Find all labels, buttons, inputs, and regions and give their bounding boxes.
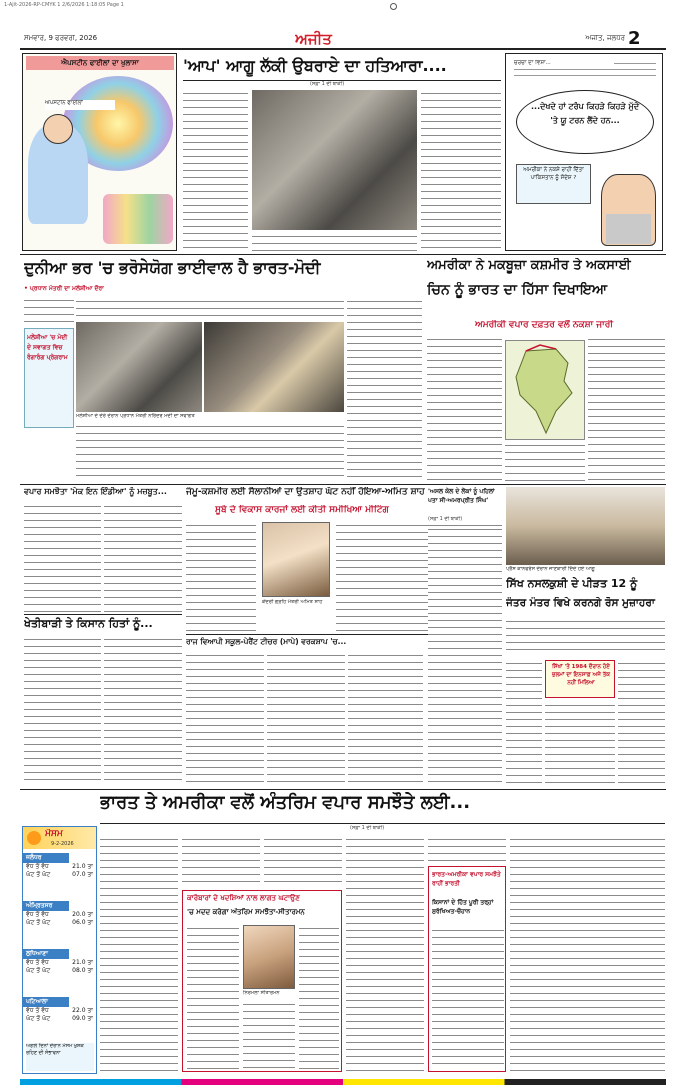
weather-label: ਘੱਟ ਤੋਂ ਘੱਟ xyxy=(26,1015,51,1022)
weather-title: ਮੌਸਮ xyxy=(45,829,63,839)
farmers-headline: ਖੇਤੀਬਾੜੀ ਤੇ ਕਿਸਾਨ ਹਿਤਾਂ ਨੂੰ... xyxy=(24,617,153,630)
weather-label: ਘੱਟ ਤੋਂ ਘੱਟ xyxy=(26,967,51,974)
weather-label: ਵੱਧ ਤੋਂ ਵੱਧ xyxy=(26,959,49,966)
farmers-rule xyxy=(24,614,182,615)
bottom-col6 xyxy=(510,836,665,1072)
weather-label: ਵੱਧ ਤੋਂ ਵੱਧ xyxy=(26,863,49,870)
modi-body-intro xyxy=(76,298,344,320)
sitharaman-body-left xyxy=(187,925,239,1069)
weather-label: ਘੱਟ ਤੋਂ ਘੱਟ xyxy=(26,919,51,926)
cartoon-laptop xyxy=(606,214,651,244)
modi-photo-1 xyxy=(76,322,202,412)
amarpreet-body xyxy=(428,526,502,784)
trade-small-headline: ਵਪਾਰ ਸਮਝੌਤਾ 'ਮੇਕ ਇਨ ਇੰਡੀਆ' ਨੂੰ ਮਜ਼ਬੂਤ... xyxy=(24,487,167,496)
school-col2 xyxy=(267,652,345,786)
section-rule-1 xyxy=(20,254,666,255)
weather-section xyxy=(23,853,96,895)
kashmir-col1 xyxy=(186,522,256,632)
farmers-col1 xyxy=(24,636,101,786)
sitharaman-subhead: 'ਚ ਮਦਦ ਕਰੇਗਾ ਅੰਤਰਿਮ ਸਮਝੌਤਾ-ਸੀਤਾਰਮਨ xyxy=(187,908,305,916)
modi-photo-caption: ਮਲੇਸ਼ੀਆ ਦੇ ਦੌਰੇ ਦੌਰਾਨ ਪ੍ਰਧਾਨ ਮੰਤਰੀ ਨਰਿੰਦਰ ਮੋਦੀ ਦਾ ਸਵਾਗਤ xyxy=(76,413,195,419)
weather-footer: ਅਗਲੇ ਦਿਨਾਂ ਦੌਰਾਨ ਮੌਸਮ ਖੁਸ਼ਕ ਰਹਿਣ ਦੀ ਸੰਭਾਵਨਾ xyxy=(26,1043,94,1071)
sikh-headline-2: ਜੰਤਰ ਮੰਤਰ ਵਿਖੇ ਕਰਨਗੇ ਰੋਸ ਮੁਜ਼ਾਹਰਾ xyxy=(506,597,655,609)
bottom-col4 xyxy=(346,836,424,1072)
sitharaman-body-mid xyxy=(243,1001,295,1069)
registration-mark-icon xyxy=(390,3,397,10)
school-col1 xyxy=(186,652,264,786)
header-rule xyxy=(20,48,666,50)
school-col3 xyxy=(348,652,423,786)
chauhan-body xyxy=(432,927,504,1069)
weather-label: ਵੱਧ ਤੋਂ ਵੱਧ xyxy=(26,911,49,918)
sikh-body-left xyxy=(506,660,542,784)
color-registration-bar xyxy=(20,1079,666,1085)
page-number: 2 xyxy=(628,28,641,48)
lead-headline: 'ਆਪ' ਆਗੂ ਲੱਕੀ ਉਬਰਾਏ ਦਾ ਹਤਿਆਰਾ.... xyxy=(183,56,447,75)
weather-city: ਅੰਮ੍ਰਿਤਸਰ xyxy=(23,901,69,911)
sikh-body-right xyxy=(618,660,665,784)
sitharaman-caption: ਨਿਰਮਲਾ ਸੀਤਾਰਮਨ xyxy=(243,990,280,996)
cartoon-crowd xyxy=(103,194,173,244)
amarpreet-headline: 'ਅਸਲ ਕੋਲ ਦੇ ਲੋਕਾਂ ਨੂੰ ਪਹਿਲਾਂ ਪਤਾ ਸੀ-ਅਮਰਪ੍ਰੀਤ ਸਿੰਘ' xyxy=(428,488,495,504)
weather-city: ਜਲੰਧਰ xyxy=(23,853,69,863)
weather-value: 20.0 ਤਾ xyxy=(72,911,93,918)
cartoon-left-caption: ਐਪਸਟੀਨ ਫਾਈਲਾਂ xyxy=(45,100,115,110)
imprint-line: 1-Ajit-2026-RP-CMYK 1 2/6/2026 1:18:05 Page 1 xyxy=(4,2,124,8)
section-rule-3 xyxy=(20,789,666,790)
bottom-col5-top xyxy=(428,836,506,862)
weather-row xyxy=(23,959,96,967)
chauhan-box xyxy=(428,866,506,1072)
bottom-col3-top xyxy=(264,836,342,886)
weather-city: ਲੁਧਿਆਣਾ xyxy=(23,949,69,959)
weather-label: ਵੱਧ ਤੋਂ ਵੱਧ xyxy=(26,1007,49,1014)
cartoon-left-title: ਐਪਸਟੀਨ ਫਾਈਲਾਂ ਦਾ ਖੁਲਾਸਾ xyxy=(26,56,174,70)
section-rule-2 xyxy=(20,484,666,485)
amarpreet-continued: (ਸਫ਼ਾ 1 ਦੀ ਬਾਕੀ) xyxy=(428,516,463,522)
sitharaman-headline: ਕਾਰੋਬਾਰਾਂ ਦੇ ਖਦਸ਼ਿਆਂ ਨਾਲ ਲਾਗਤ ਘਟਾਉਣ xyxy=(187,894,300,902)
weather-section xyxy=(23,997,96,1039)
modi-headline: ਦੁਨੀਆ ਭਰ 'ਚ ਭਰੋਸੇਯੋਗ ਭਾਈਵਾਲ ਹੈ ਭਾਰਤ-ਮੋਦੀ xyxy=(24,258,321,277)
modi-photo-2 xyxy=(204,322,344,412)
weather-label: ਘੱਟ ਤੋਂ ਘੱਟ xyxy=(26,871,51,878)
lead-body-col2 xyxy=(421,90,501,250)
cartoon-right-question: ਅਮਰੀਕਾ ਨੇ ਨਕਸ਼ੇ ਰਾਹੀਂ ਦਿੱਤਾ ਪਾਕਿਸਤਾਨ ਨੂੰ ਸੰਦੇਸ਼ ? xyxy=(523,167,584,181)
lead-body-col1 xyxy=(183,90,248,250)
farmers-col2 xyxy=(104,636,182,786)
sikh-pullquote-box xyxy=(545,660,615,698)
cartoon-face xyxy=(43,114,73,144)
cartoon-right xyxy=(505,53,663,251)
bottom-headline: ਭਾਰਤ ਤੇ ਅਮਰੀਕਾ ਵਲੋਂ ਅੰਤਰਿਮ ਵਪਾਰ ਸਮਝੌਤੇ ਲਈ... xyxy=(100,792,471,813)
weather-value: 22.0 ਤਾ xyxy=(72,1007,93,1014)
lead-photo-caption xyxy=(252,233,417,251)
weather-section xyxy=(23,949,96,991)
weather-row xyxy=(23,911,96,919)
modi-inset-text: ਮਲੇਸ਼ੀਆ 'ਚ ਮੋਦੀ ਦੇ ਸਵਾਗਤ ਵਿਚ ਰੰਗਾਰੰਗ ਪ੍ਰੋਗਰਾਮ xyxy=(27,334,68,361)
weather-row xyxy=(23,919,96,927)
masthead: ਅਜੀਤ xyxy=(295,30,332,48)
weather-value: 08.0 ਤਾ xyxy=(72,967,93,974)
weather-row xyxy=(23,967,96,975)
weather-value: 21.0 ਤਾ xyxy=(72,959,93,966)
amit-shah-photo xyxy=(262,522,330,597)
weather-row xyxy=(23,871,96,879)
kashmir-photo-caption: ਕੇਂਦਰੀ ਗ੍ਰਹਿ ਮੰਤਰੀ ਅਮਿਤ ਸ਼ਾਹ xyxy=(262,599,323,605)
sikh-body-top xyxy=(506,618,665,656)
modi-body-right xyxy=(347,298,422,481)
speech-bubble-text: ...ਦੇਖਦੇ ਹਾਂ ਟਰੰਪ ਕਿਹੜੇ ਕਿਹੜੇ ਮੁੱਦੇ 'ਤੇ ਯੂ ਟਰਨ ਲੈਂਦੇ ਹਨ... xyxy=(530,102,640,125)
modi-body-top xyxy=(24,297,74,327)
trade-small-col1 xyxy=(24,503,101,613)
trade-small-col2 xyxy=(104,503,182,613)
sikh-photo-caption: ਪ੍ਰੈੱਸ ਕਾਨਫਰੰਸ ਦੌਰਾਨ ਜਾਣਕਾਰੀ ਦਿੰਦੇ ਹੋਏ ਆਗੂ xyxy=(506,566,595,572)
weather-header xyxy=(23,827,96,849)
modi-inset-box xyxy=(24,328,74,428)
sikh-body-mid xyxy=(545,702,615,784)
map-headline-2: ਚਿਨ ਨੂੰ ਭਾਰਤ ਦਾ ਹਿੱਸਾ ਦਿਖਾਇਆ xyxy=(427,282,608,298)
weather-value: 06.0 ਤਾ xyxy=(72,919,93,926)
weather-value: 07.0 ਤਾ xyxy=(72,871,93,878)
bottom-continued: (ਸਫ਼ਾ 1 ਦੀ ਬਾਕੀ) xyxy=(350,825,385,831)
sitharaman-photo xyxy=(243,925,295,989)
lead-continued: (ਸਫ਼ਾ 1 ਦੀ ਬਾਕੀ) xyxy=(310,81,345,87)
weather-city: ਪਟਿਆਲਾ xyxy=(23,997,69,1007)
modi-body-bottom xyxy=(76,423,344,481)
india-map xyxy=(505,340,585,440)
weather-row xyxy=(23,863,96,871)
kashmir-subhead: ਸੂਬੇ ਦੇ ਵਿਕਾਸ ਕਾਰਜਾਂ ਲਈ ਕੀਤੀ ਸਮੀਖਿਆ ਮੀਟਿੰਗ xyxy=(215,505,389,515)
header-place: ਅਜੀਤ, ਜਲੰਧਰ xyxy=(585,35,625,42)
map-body-col3 xyxy=(588,336,665,481)
map-body-col2 xyxy=(505,442,585,481)
weather-date: 9-2-2026 xyxy=(51,841,74,847)
map-outline xyxy=(506,341,584,439)
weather-value: 21.0 ਤਾ xyxy=(72,863,93,870)
weather-value: 09.0 ਤਾ xyxy=(72,1015,93,1022)
map-headline-1: ਅਮਰੀਕਾ ਨੇ ਮਕਬੂਜ਼ਾ ਕਸ਼ਮੀਰ ਤੇ ਅਕਸਾਈ xyxy=(427,258,631,273)
map-subhead: ਅਮਰੀਕੀ ਵਪਾਰ ਦਫ਼ਤਰ ਵਲੋਂ ਨਕਸ਼ਾ ਜਾਰੀ xyxy=(475,320,614,330)
sikh-headline-1: ਸਿੱਖ ਨਸਲਕੁਸ਼ੀ ਦੇ ਪੀੜਤ 12 ਨੂੰ xyxy=(506,577,638,590)
chauhan-headline: ਭਾਰਤ-ਅਮਰੀਕਾ ਵਪਾਰ ਸਮਝੌਤੇ ਰਾਹੀਂ ਭਾਰਤੀ xyxy=(432,871,501,887)
kashmir-headline: ਜੰਮੂ-ਕਸ਼ਮੀਰ ਲਈ ਸੈਲਾਨੀਆਂ ਦਾ ਉਤਸ਼ਾਹ ਘੱਟ ਨਹੀਂ ਹੋਇਆ-ਅਮਿਤ ਸ਼ਾਹ xyxy=(186,487,425,497)
sikh-pullquote: ਸਿੱਖਾਂ 'ਤੇ 1984 ਦੌਰਾਨ ਹੋਏ ਜ਼ੁਲਮਾਂ ਦਾ ਇਨਸਾਫ਼ ਅਜੇ ਤੱਕ ਨਹੀਂ ਮਿਲਿਆ xyxy=(551,664,610,686)
sitharaman-body-right xyxy=(299,925,339,1069)
bottom-col1 xyxy=(100,836,178,1072)
lead-photo xyxy=(252,90,417,230)
modi-subhead: • ਪ੍ਰਧਾਨ ਮੰਤਰੀ ਦਾ ਮਲੇਸ਼ੀਆ ਦੌਰਾ xyxy=(24,285,104,292)
weather-box xyxy=(22,826,97,1074)
chauhan-subhead: ਕਿਸਾਨਾਂ ਦੇ ਹਿੱਤ ਪੂਰੀ ਤਰ੍ਹਾਂ ਸੁਰੱਖਿਅਤ-ਚੌਹਾਨ xyxy=(432,899,494,915)
weather-row xyxy=(23,1007,96,1015)
school-headline: ਰਾਜ ਵਿਆਪੀ ਸਕੂਲ-ਪੇਰੈਂਟ ਟੀਚਰ (ਮਾਪੇ) ਵਰਕਸ਼ਾਪ 'ਚ... xyxy=(186,637,347,646)
header-date: ਸੋਮਵਾਰ, 9 ਫਰਵਰੀ, 2026 xyxy=(24,35,98,42)
bottom-col2-top xyxy=(182,836,260,886)
sun-icon xyxy=(27,831,41,845)
sikh-photo xyxy=(506,487,665,565)
bottom-rule xyxy=(100,823,665,824)
cartoon-right-intro: ਚਰਚਾ ਦਾ ਵਿਸ਼ਾ... xyxy=(514,60,614,68)
weather-row xyxy=(23,1015,96,1023)
cartoon-left xyxy=(22,53,177,251)
weather-section xyxy=(23,901,96,943)
map-body-col1 xyxy=(427,336,502,481)
sitharaman-box xyxy=(182,890,342,1072)
